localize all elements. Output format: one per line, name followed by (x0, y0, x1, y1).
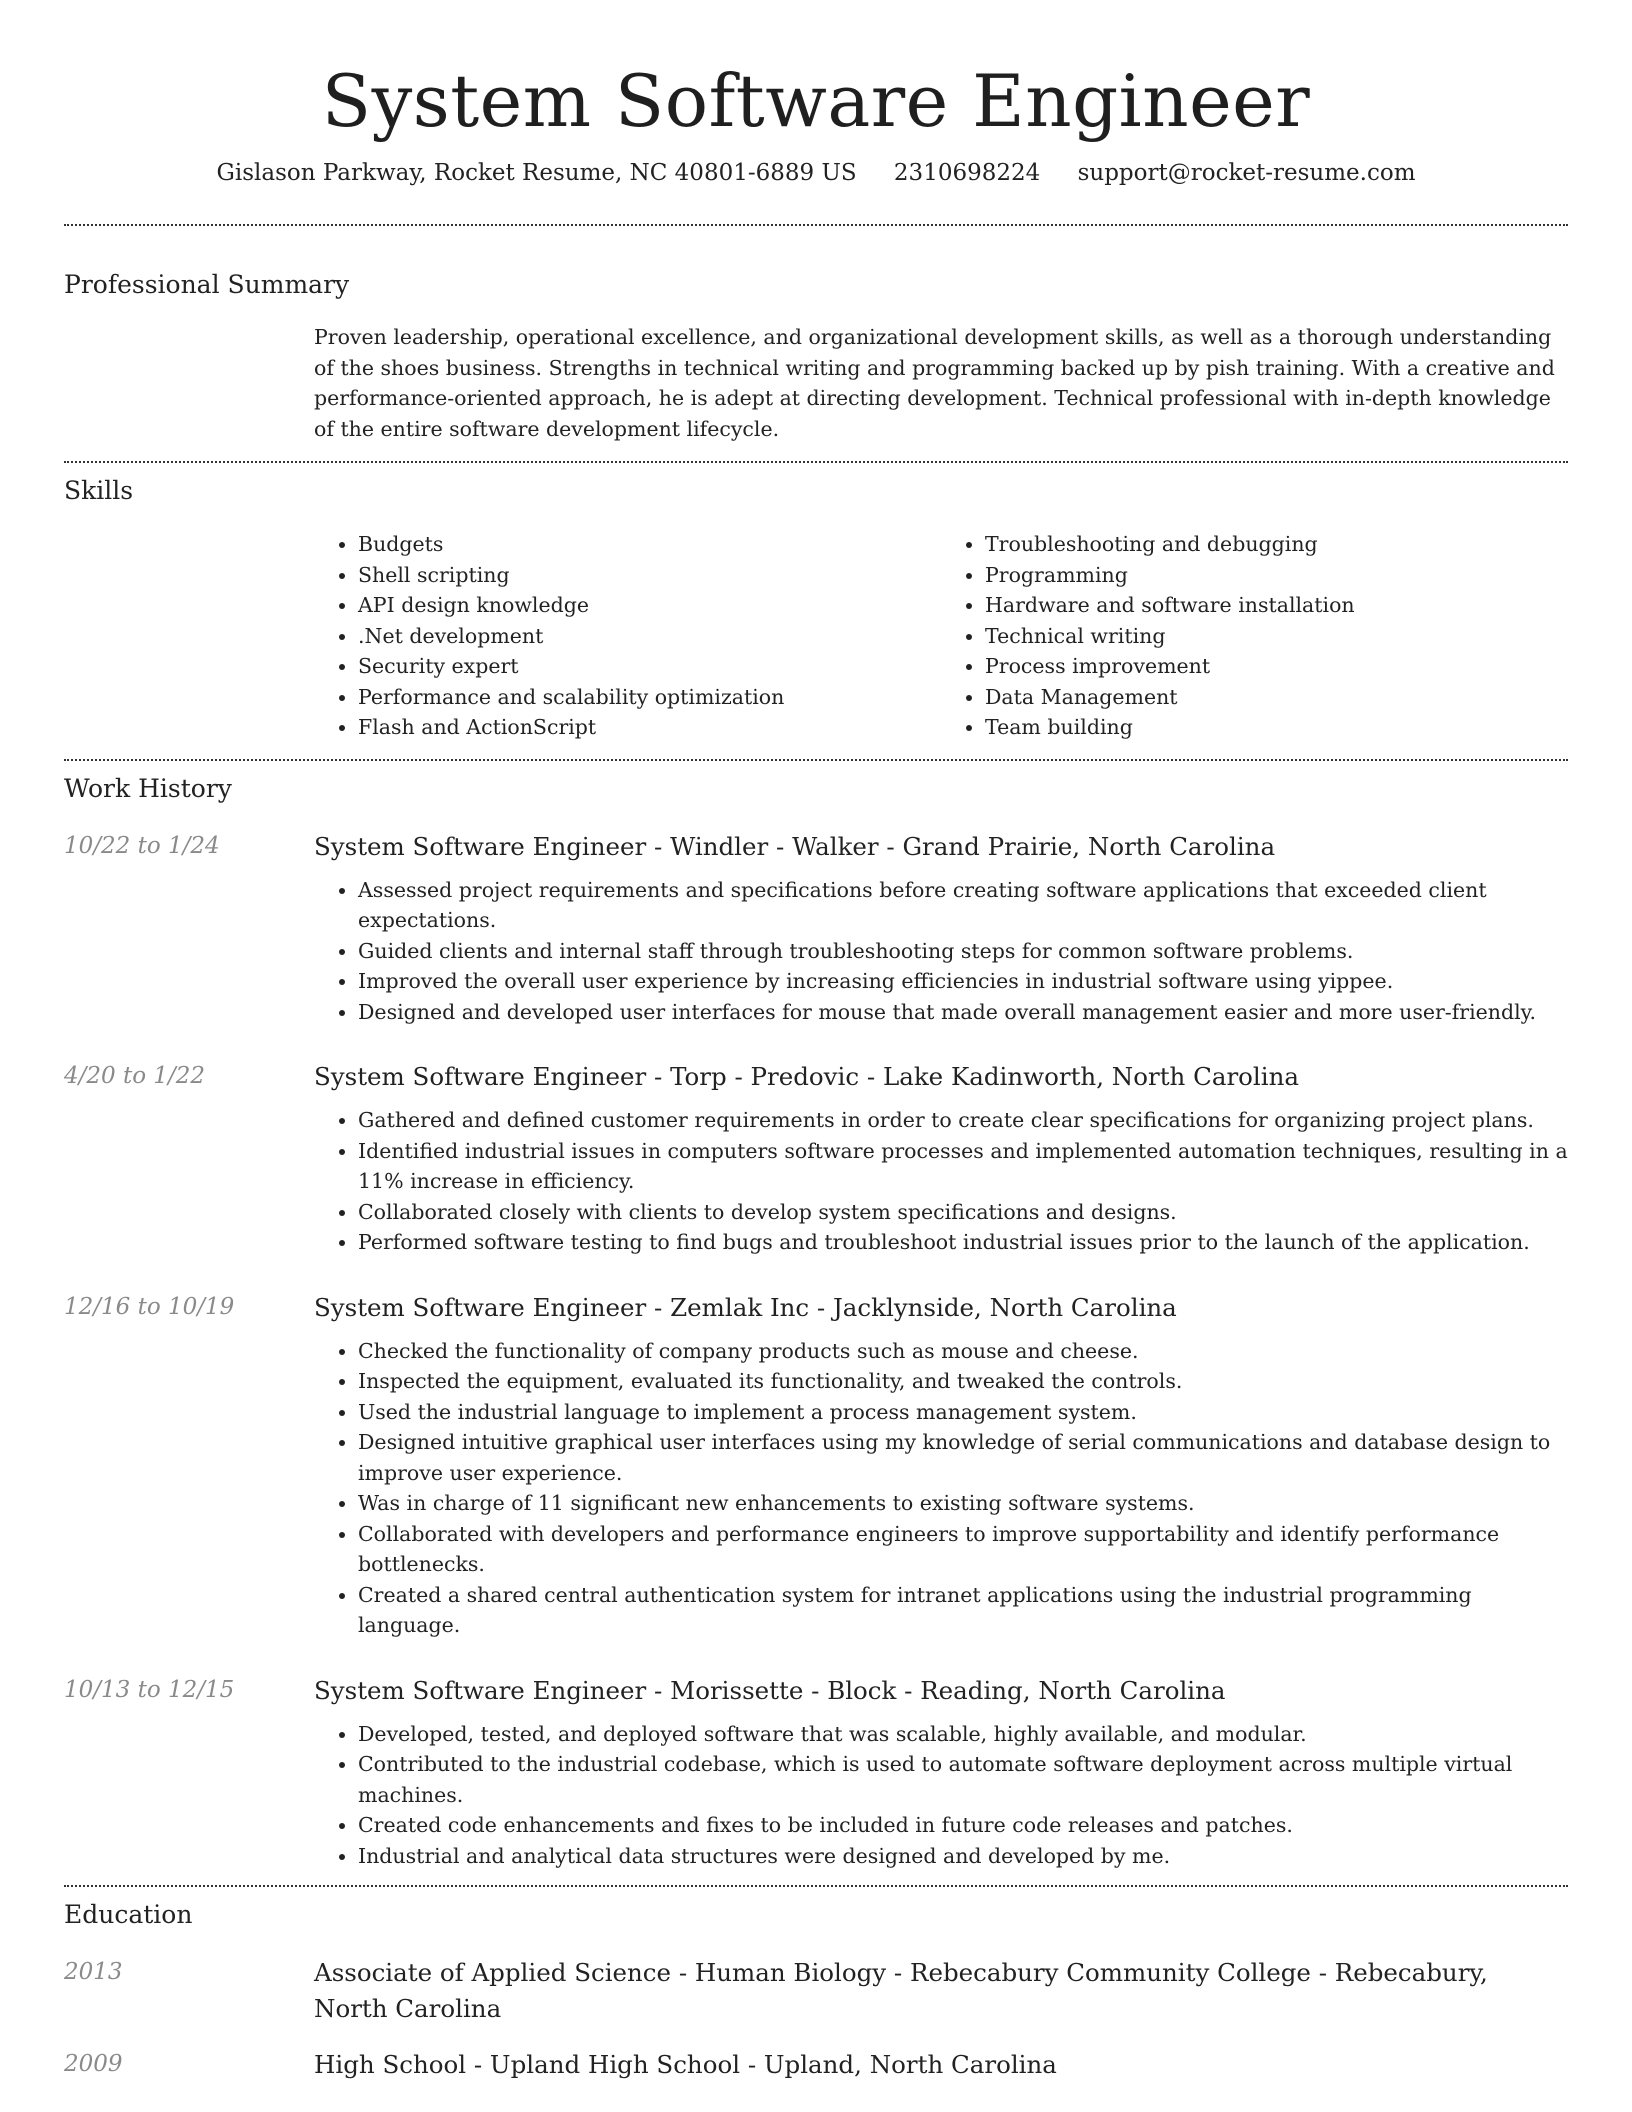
skill-item: • Performance and scalability optimization (358, 682, 941, 713)
education-year: 2013 (64, 1959, 123, 1985)
job-entry (64, 829, 1568, 1028)
skill-item: • Budgets (358, 529, 941, 560)
skill-item: • Process improvement (985, 651, 1568, 682)
summary-section (64, 269, 1568, 444)
job-bullet: • Was in charge of 11 significant new enhancements to existing software systems. (358, 1488, 1568, 1519)
job-dates: 12/16 to 10/19 (64, 1293, 235, 1320)
job-title: System Software Engineer (314, 1062, 647, 1091)
job-bullet: • Created code enhancements and fixes to be included in future code releases and patches. (358, 1810, 1568, 1841)
skills-section (64, 475, 1568, 743)
job-details (314, 1673, 1568, 1872)
section-title-skills: Skills (64, 476, 134, 505)
job-employer: - Morissette - Block - Reading, North Carolina (646, 1675, 1226, 1705)
job-bullet: • Collaborated with developers and performance engineers to improve supportability and identify performance bottlenecks. (358, 1519, 1568, 1580)
skill-item: • API design knowledge (358, 590, 941, 621)
address-text: Gislason Parkway, Rocket Resume, NC 40801-6889 US (216, 160, 857, 186)
job-bullet: • Identified industrial issues in computers software processes and implemented automation techniques, resulting in a 11% increase in efficiency. (358, 1136, 1568, 1197)
job-entry (64, 1290, 1568, 1641)
education-degree: High School (314, 2050, 467, 2079)
job-dates: 10/13 to 12/15 (64, 1676, 235, 1703)
email-text: support@rocket-resume.com (1077, 160, 1416, 186)
skill-item: • Programming (985, 560, 1568, 591)
job-bullet: • Used the industrial language to implement a process management system. (358, 1397, 1568, 1428)
skill-item: • Technical writing (985, 621, 1568, 652)
job-details (314, 1290, 1568, 1641)
job-bullets (314, 1336, 1568, 1641)
skill-item: • Troubleshooting and debugging (985, 529, 1568, 560)
work-section (64, 773, 1568, 1872)
job-bullet: • Performed software testing to find bugs and troubleshoot industrial issues prior to the launch of the application. (358, 1227, 1568, 1258)
job-dates: 10/22 to 1/24 (64, 832, 220, 859)
skills-list-right (941, 529, 1568, 743)
education-school: - Upland High School - Upland, North Carolina (466, 2050, 1057, 2079)
job-bullet: • Guided clients and internal staff through troubleshooting steps for common software problems. (358, 936, 1568, 967)
education-degree: Associate of Applied Science - Human Biology (314, 1958, 887, 1987)
job-entry (64, 1673, 1568, 1872)
job-bullet: • Improved the overall user experience by increasing efficiencies in industrial software using yippee. (358, 966, 1568, 997)
education-heading (314, 1955, 1568, 2027)
education-entry (64, 2047, 1568, 2083)
skill-item: • Security expert (358, 651, 941, 682)
job-bullet: • Industrial and analytical data structures were designed and developed by me. (358, 1841, 1568, 1872)
skill-item: • Team building (985, 712, 1568, 743)
skill-item: • Flash and ActionScript (358, 712, 941, 743)
section-title-work: Work History (64, 773, 232, 803)
job-bullets (314, 1719, 1568, 1872)
job-employer: - Zemlak Inc - Jacklynside, North Carolina (646, 1292, 1177, 1322)
skill-item: • Hardware and software installation (985, 590, 1568, 621)
job-bullet: • Gathered and defined customer requirements in order to create clear specifications for organizing project plans. (358, 1105, 1568, 1136)
section-divider (64, 1885, 1568, 1887)
phone-text: 2310698224 (893, 160, 1041, 186)
skills-list-left (314, 529, 941, 743)
job-entry (64, 1059, 1568, 1258)
job-title: System Software Engineer (314, 1292, 647, 1322)
resume-page (64, 0, 1568, 2083)
job-heading (314, 829, 1568, 865)
job-dates: 4/20 to 1/22 (64, 1063, 206, 1089)
job-details (314, 829, 1568, 1028)
job-bullets (314, 875, 1568, 1028)
education-school: - Rebecabury Community College - Rebecabury, North Carolina (314, 1958, 1488, 2023)
job-heading (314, 1290, 1568, 1326)
job-bullet: • Designed and developed user interfaces for mouse that made overall management easier and more user-friendly. (358, 997, 1568, 1028)
job-bullet: • Contributed to the industrial codebase, which is used to automate software deployment across multiple virtual machines. (358, 1749, 1568, 1810)
job-bullet: • Assessed project requirements and specifications before creating software applications that exceeded client expectations. (358, 875, 1568, 936)
education-details (314, 2047, 1568, 2083)
job-title: System Software Engineer (314, 1675, 647, 1705)
job-heading (314, 1059, 1568, 1095)
job-bullet: • Collaborated closely with clients to develop system specifications and designs. (358, 1197, 1568, 1228)
job-bullet: • Created a shared central authentication system for intranet applications using the industrial programming language. (358, 1580, 1568, 1641)
section-divider (64, 759, 1568, 761)
education-heading (314, 2047, 1568, 2083)
job-employer: - Windler - Walker - Grand Prairie, North Carolina (646, 831, 1276, 861)
section-divider (64, 461, 1568, 463)
education-details (314, 1955, 1568, 2027)
job-bullet: • Checked the functionality of company products such as mouse and cheese. (358, 1336, 1568, 1367)
summary-text: Proven leadership, operational excellence, and organizational development skills, as well as a thorough understanding of the shoes business. Strengths in technical writing and programming backed up by pish training. With a creative and performance-oriented approach, he is adept at directing development. Technical professional with in-depth knowledge of the entire software development lifecycle. (314, 325, 1555, 441)
job-employer: - Torp - Predovic - Lake Kadinworth, North Carolina (646, 1062, 1299, 1091)
section-title-summary: Professional Summary (64, 270, 350, 299)
job-title: System Software Engineer (314, 831, 647, 861)
job-bullet: • Inspected the equipment, evaluated its functionality, and tweaked the controls. (358, 1366, 1568, 1397)
section-divider (64, 224, 1568, 226)
skills-columns (314, 529, 1568, 743)
job-bullet: • Designed intuitive graphical user interfaces using my knowledge of serial communications and database design to improve user experience. (358, 1427, 1568, 1488)
resume-name: System Software Engineer (321, 59, 1311, 143)
job-bullet: • Developed, tested, and deployed software that was scalable, highly available, and modular. (358, 1719, 1568, 1750)
skill-item: • Data Management (985, 682, 1568, 713)
skill-item: • Shell scripting (358, 560, 941, 591)
education-entry (64, 1955, 1568, 2027)
skill-item: • .Net development (358, 621, 941, 652)
education-section (64, 1899, 1568, 2083)
job-heading (314, 1673, 1568, 1709)
contact-line (64, 156, 1568, 190)
education-year: 2009 (64, 2051, 123, 2077)
section-title-education: Education (64, 1900, 193, 1929)
job-details (314, 1059, 1568, 1258)
job-bullets (314, 1105, 1568, 1258)
